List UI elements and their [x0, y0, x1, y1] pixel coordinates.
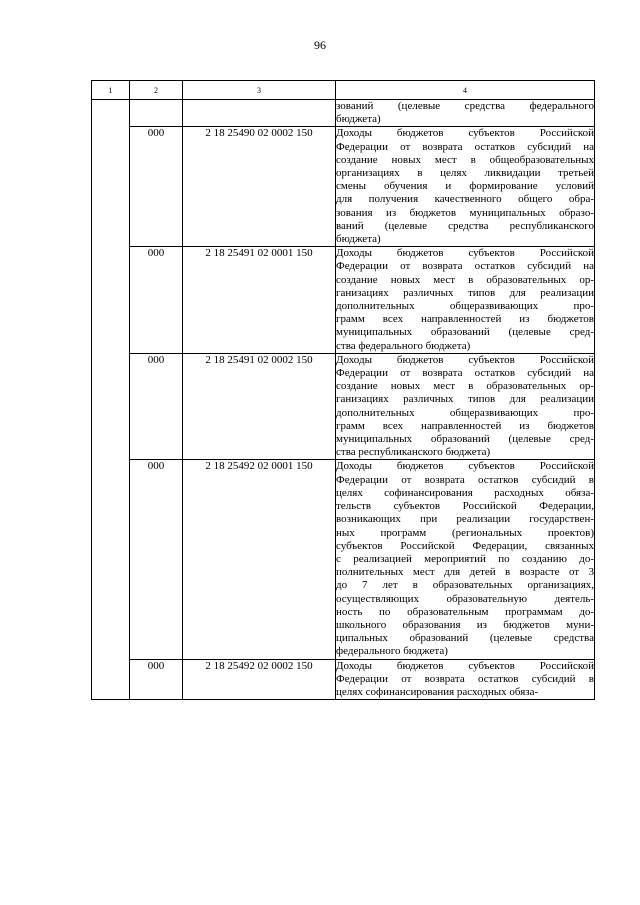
description-line: федерального бюджета) [336, 645, 448, 658]
description-line: субъектов Российской Федерации, связанных [336, 539, 594, 552]
description-line: ваний (целевые средства республиканского [336, 219, 594, 232]
row-budget-code: 2 18 25492 02 0002 150 [183, 659, 336, 700]
description-line: зования из бюджетов муниципальных образо- [336, 206, 594, 219]
description-line: Доходы бюджетов субъектов Российской [336, 659, 594, 672]
description-line: ганизациях различных типов для реализации [336, 393, 594, 406]
description-line: тельств субъектов Российской Федерации, [336, 500, 594, 513]
description-line: возникающих при реализации государствен- [336, 513, 594, 526]
description-line: грамм всех направленностей из бюджетов [336, 313, 594, 326]
description-line: до 7 лет в образовательных организациях, [336, 579, 594, 592]
description-line: муниципальных образований (целевые сред- [336, 326, 594, 339]
description-line: бюджета) [336, 113, 381, 126]
header-col-3: 3 [183, 81, 336, 100]
row-description [336, 659, 595, 700]
description-line: Доходы бюджетов субъектов Российской [336, 247, 594, 260]
description-line: осуществляющих образовательную деятель- [336, 592, 594, 605]
description-line: с реализацией мероприятий по созданию до- [336, 552, 594, 565]
row-code: 000 [130, 247, 183, 354]
row-code [130, 100, 183, 127]
header-col-1: 1 [92, 81, 130, 100]
row-description [336, 460, 595, 659]
description-line: создание новых мест в образовательных ор- [336, 380, 594, 393]
description-line: Доходы бюджетов субъектов Российской [336, 353, 594, 366]
description-line: ность по образовательным программам до- [336, 605, 594, 618]
header-col-2: 2 [130, 81, 183, 100]
description-line: ства республиканского бюджета) [336, 446, 491, 459]
description-line: полнительных мест для детей в возрасте от 3 [336, 566, 594, 579]
description-line: Доходы бюджетов субъектов Российской [336, 460, 594, 473]
row-description [336, 100, 595, 127]
description-line: бюджета) [336, 233, 381, 246]
description-line: ганизациях различных типов для реализации [336, 286, 594, 299]
description-line: зований (целевые средства федерального [336, 100, 594, 112]
col-1-merged-cell [92, 100, 130, 700]
description-line: целях софинансирования расходных обяза- [336, 486, 594, 499]
description-line: муниципальных образований (целевые сред- [336, 433, 594, 446]
budget-codes-table [91, 80, 595, 700]
description-line: ства федерального бюджета) [336, 339, 471, 352]
row-code: 000 [130, 127, 183, 247]
row-description [336, 353, 595, 460]
table-row [92, 247, 595, 354]
row-code: 000 [130, 460, 183, 659]
description-line: ных программ (региональных проектов) [336, 526, 594, 539]
table-row [92, 353, 595, 460]
table-row [92, 127, 595, 247]
description-line: школьного образования из бюджетов муни- [336, 618, 594, 631]
header-col-4: 4 [336, 81, 595, 100]
description-line: дополнительных общеразвивающих про- [336, 300, 594, 313]
description-line: Федерации от возврата остатков субсидий в [336, 672, 594, 685]
table-row [92, 460, 595, 659]
page-number: 96 [314, 38, 326, 52]
description-line: для получения качественного общего обра- [336, 193, 594, 206]
description-line: Федерации от возврата остатков субсидий на [336, 367, 594, 380]
row-budget-code [183, 100, 336, 127]
row-budget-code: 2 18 25491 02 0002 150 [183, 353, 336, 460]
description-line: Доходы бюджетов субъектов Российской [336, 127, 594, 140]
description-line: ципальных образований (целевые средства [336, 632, 594, 645]
description-line: создание новых мест в образовательных ор- [336, 273, 594, 286]
table-row [92, 659, 595, 700]
description-line: создание новых мест в общеобразовательных [336, 153, 594, 166]
row-description [336, 247, 595, 354]
row-code: 000 [130, 353, 183, 460]
table-header-row [92, 81, 595, 100]
description-line: дополнительных общеразвивающих про- [336, 406, 594, 419]
description-line: Федерации от возврата остатков субсидий в [336, 473, 594, 486]
row-code: 000 [130, 659, 183, 700]
description-line: грамм всех направленностей из бюджетов [336, 419, 594, 432]
row-budget-code: 2 18 25492 02 0001 150 [183, 460, 336, 659]
description-line: Федерации от возврата остатков субсидий на [336, 260, 594, 273]
description-line: Федерации от возврата остатков субсидий на [336, 140, 594, 153]
description-line: организациях в целях ликвидации третьей [336, 167, 594, 180]
description-line: целях софинансирования расходных обяза- [336, 685, 539, 698]
row-description [336, 127, 595, 247]
row-budget-code: 2 18 25490 02 0002 150 [183, 127, 336, 247]
row-budget-code: 2 18 25491 02 0001 150 [183, 247, 336, 354]
description-line: смены обучения и формирование условий [336, 180, 594, 193]
table-row [92, 100, 595, 127]
